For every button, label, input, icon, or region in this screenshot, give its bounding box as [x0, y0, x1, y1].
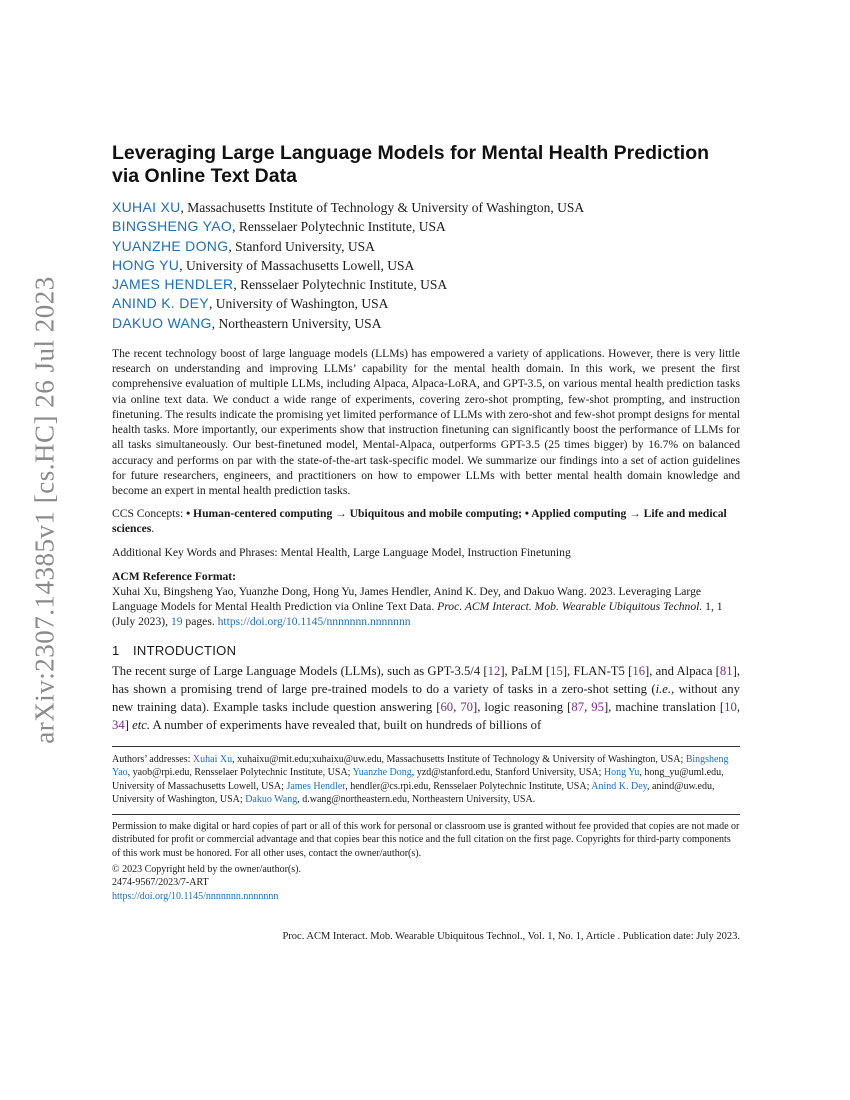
intro-text: ], has shown a promising trend of large pre-trained models to do a variety of tasks in a zero-shot setting ( — [112, 664, 740, 697]
author-link[interactable]: Dakuo Wang — [245, 794, 298, 806]
citation-link[interactable]: 87 — [571, 699, 585, 714]
author-link[interactable]: Hong Yu — [603, 767, 640, 779]
acm-ref-doi-link[interactable]: https://doi.org/10.1145/nnnnnnn.nnnnnnn — [217, 615, 411, 629]
author-link[interactable]: Xuhai Xu — [192, 753, 233, 765]
arxiv-id: arXiv:2307.14385v1 [cs.HC] 26 Jul 2023 — [29, 276, 60, 744]
permission-notice: Permission to make digital or hard copies of part or all of this work for personal or classroom use is granted without fee provided that copies are not made or distributed for profit or commercial advantage and that copies bear this notice and the full citation on the first page. Copyrights for third-party components of this work must be honored. For all other uses, contact the owner/author(s). — [112, 820, 740, 860]
intro-text: The recent surge of Large Language Models (LLMs), such as GPT-3.5/4 [ — [112, 664, 488, 679]
citation-link[interactable]: 70 — [460, 699, 473, 714]
author-name[interactable]: DAKUO WANG — [112, 314, 212, 331]
footnote-text: , hendler@cs.rpi.edu, Rensselaer Polytechnic Institute, USA; — [345, 780, 592, 792]
author-entry — [112, 237, 740, 256]
acm-ref-volume: 1, 1 (July 2023), — [112, 599, 723, 629]
acm-ref-pages-suffix: pages. — [182, 615, 218, 629]
intro-text: ], PaLM [ — [500, 664, 551, 679]
footnote-divider — [112, 746, 740, 747]
author-name[interactable]: JAMES HENDLER — [112, 276, 234, 293]
footnote-text: Authors’ addresses: — [112, 753, 193, 765]
intro-text: , — [736, 699, 740, 714]
acm-ref-pages-link[interactable]: 19 — [170, 615, 183, 629]
acm-reference-format — [112, 584, 740, 630]
author-affiliation: , Massachusetts Institute of Technology & University of Washington, USA — [180, 200, 585, 215]
ccs-end: . — [151, 522, 155, 536]
intro-text-italic: i.e. — [655, 682, 672, 697]
intro-text: ], logic reasoning [ — [473, 699, 572, 714]
arxiv-sidebar-stamp — [28, 276, 62, 744]
intro-text-italic: etc. — [132, 717, 151, 732]
intro-text: A number of experiments have revealed that, built on hundreds of billions of — [150, 717, 542, 732]
footnote-text: , d.wang@northeastern.edu, Northeastern University, USA. — [297, 794, 536, 806]
author-link[interactable]: Yuanzhe Dong — [352, 767, 412, 779]
author-name[interactable]: ANIND K. DEY — [112, 295, 209, 312]
issn-line: 2474-9567/2023/7-ART — [112, 877, 209, 889]
author-affiliation: , Rensselaer Polytechnic Institute, USA — [232, 219, 446, 235]
author-name[interactable]: YUANZHE DONG — [112, 237, 229, 254]
author-entry — [112, 256, 740, 275]
intro-text: , without any new training data). Example tasks include question answering [ — [112, 682, 740, 714]
author-affiliation: , University of Washington, USA — [208, 296, 389, 312]
section-number: 1 — [112, 643, 120, 659]
author-name[interactable]: XUHAI XU — [112, 199, 181, 215]
authors-addresses-footnote — [112, 753, 740, 807]
ccs-concept-list: • Human-centered computing → Ubiquitous and mobile computing; • Applied computing → Life and medical sciences — [112, 507, 727, 536]
author-name[interactable]: HONG YU — [112, 256, 180, 273]
section-heading — [112, 643, 740, 658]
citation-link[interactable]: 10 — [724, 699, 737, 714]
ccs-concepts — [112, 506, 740, 536]
author-entry — [112, 294, 740, 313]
author-link[interactable]: Anind K. Dey — [591, 780, 648, 792]
ccs-label: CCS Concepts: — [112, 507, 187, 521]
author-entry — [112, 275, 740, 294]
acm-ref-text: Xuhai Xu, Bingsheng Yao, Yuanzhe Dong, Hong Yu, James Hendler, Anind K. Dey, and Dakuo Wang. 2023. Leveraging Large Language Models for Mental Health Prediction via Online Text Data. — [112, 584, 702, 613]
acm-ref-venue: Proc. ACM Interact. Mob. Wearable Ubiquitous Technol. — [437, 599, 703, 613]
citation-link[interactable]: 15 — [550, 664, 563, 679]
section-title: INTRODUCTION — [133, 643, 237, 659]
paper-title: Leveraging Large Language Models for Mental Health Prediction via Online Text Data — [112, 142, 710, 187]
intro-text: , — [453, 699, 461, 714]
intro-text: ], machine translation [ — [603, 699, 725, 714]
footnote-text: , yaob@rpi.edu, Rensselaer Polytechnic Institute, USA; — [127, 767, 353, 779]
intro-text: ], FLAN-T5 [ — [562, 664, 633, 679]
citation-link[interactable]: 12 — [487, 664, 501, 679]
author-affiliation: , Rensselaer Polytechnic Institute, USA — [233, 277, 448, 293]
footnote-text: , anind@uw.edu, University of Washington, USA; — [112, 780, 715, 806]
keywords: Additional Key Words and Phrases: Mental Health, Large Language Model, Instruction Finetuning — [112, 545, 571, 559]
intro-text: , — [584, 699, 592, 714]
permission-doi-link[interactable]: https://doi.org/10.1145/nnnnnnn.nnnnnnn — [112, 890, 279, 902]
intro-paragraph — [112, 663, 740, 734]
intro-text: ], and Alpaca [ — [645, 664, 720, 679]
citation-link[interactable]: 81 — [719, 664, 733, 679]
author-link[interactable]: James Hendler — [286, 780, 346, 792]
acm-reference-heading: ACM Reference Format: — [112, 569, 237, 583]
footnote-text: , xuhaixu@mit.edu;xuhaixu@uw.edu, Massachusetts Institute of Technology & University of Washington, USA; — [232, 753, 686, 765]
author-name[interactable]: BINGSHENG YAO — [112, 218, 233, 235]
author-affiliation: , Stanford University, USA — [228, 238, 375, 254]
page-footer: Proc. ACM Interact. Mob. Wearable Ubiquitous Technol., Vol. 1, No. 1, Article . Publication date: July 2023. — [282, 931, 740, 942]
author-affiliation: , Northeastern University, USA — [211, 315, 382, 331]
citation-link[interactable]: 60 — [440, 699, 454, 714]
copyright-line: © 2023 Copyright held by the owner/author(s). — [112, 863, 301, 875]
author-entry — [112, 314, 740, 333]
author-link[interactable]: Bingsheng Yao — [112, 753, 729, 779]
footnote-text: , hong_yu@uml.edu, University of Massachusetts Lowell, USA; — [112, 767, 724, 792]
permission-divider — [112, 814, 740, 815]
author-list — [112, 198, 740, 333]
citation-link[interactable]: 95 — [591, 699, 604, 714]
citation-link[interactable]: 34 — [112, 717, 125, 732]
citation-link[interactable]: 16 — [632, 664, 646, 679]
paper-page — [112, 142, 740, 903]
author-affiliation: , University of Massachusetts Lowell, USA — [179, 257, 415, 273]
author-entry — [112, 217, 740, 236]
author-entry — [112, 198, 740, 217]
footnote-text: , yzd@stanford.edu, Stanford University, USA; — [411, 767, 604, 779]
intro-text: ] — [124, 717, 133, 732]
abstract: The recent technology boost of large language models (LLMs) has empowered a variety of applications. However, there is very little research on understanding and improving LLMs’ capability for the mental health domain. In this work, we present the first comprehensive evaluation of multiple LLMs, including Alpaca, Alpaca-LoRA, and GPT-3.5, on various mental health prediction tasks via online text data. We conduct a wide range of experiments, covering zero-shot prompting, few-shot prompting, and instruction finetuning. The results indicate the promising yet limited performance of LLMs with zero-shot and few-shot prompt designs for mental health tasks. More importantly, our experiments show that instruction finetuning can significantly boost the performance of LLMs for all tasks simultaneously. Our best-finetuned model, Mental-Alpaca, outperforms GPT-3.5 (25 times bigger) by 16.7% on balanced accuracy and performs on par with the state-of-the-art task-specific model. We summarize our findings into a set of action guidelines for future researchers, engineers, and practitioners on how to empower LLMs with better mental health domain knowledge and become an expert in mental health prediction tasks. — [112, 347, 740, 497]
